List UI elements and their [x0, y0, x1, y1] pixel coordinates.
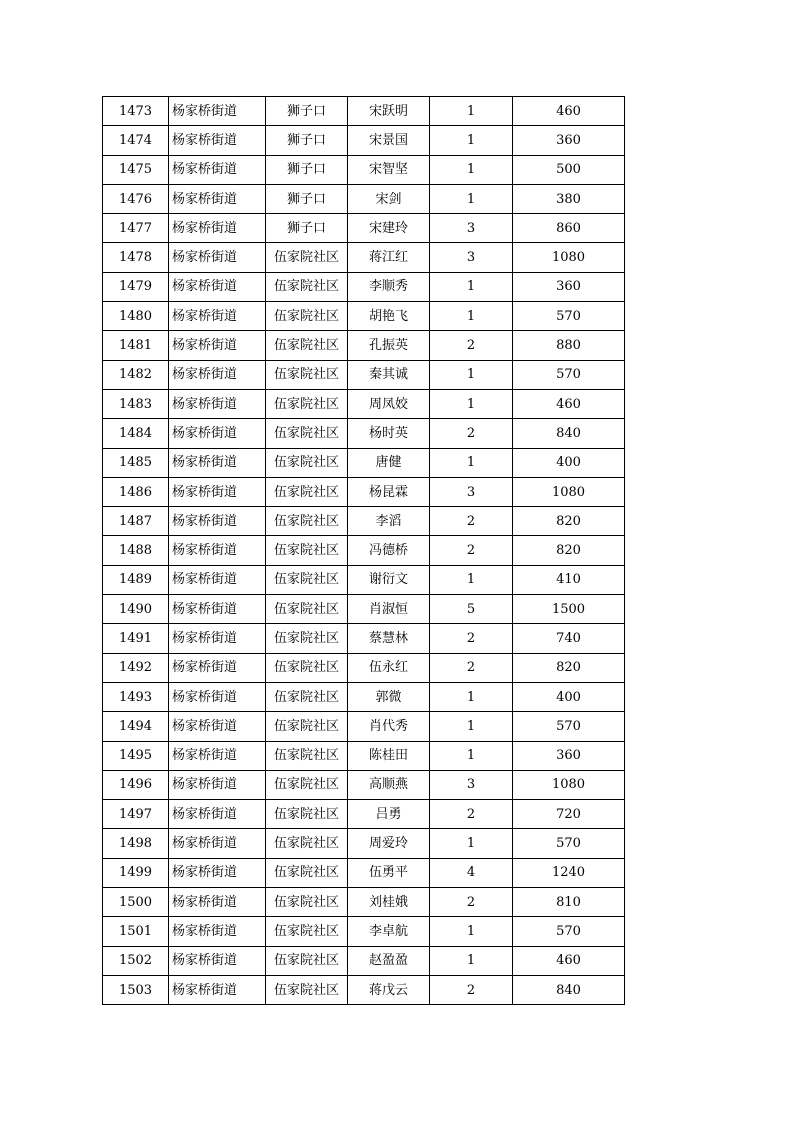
street-cell: 杨家桥街道: [169, 565, 266, 594]
community-cell: 伍家院社区: [266, 770, 348, 799]
amount-cell: 400: [513, 448, 625, 477]
amount-cell: 360: [513, 126, 625, 155]
table-row: [103, 97, 625, 126]
name-cell: 秦其诚: [348, 360, 430, 389]
amount-cell: 570: [513, 829, 625, 858]
table-row: [103, 536, 625, 565]
community-cell: 伍家院社区: [266, 800, 348, 829]
table-row: [103, 682, 625, 711]
row-number-cell: 1500: [103, 888, 169, 917]
amount-cell: 1080: [513, 770, 625, 799]
street-cell: 杨家桥街道: [169, 682, 266, 711]
household-count-cell: 1: [430, 448, 513, 477]
amount-cell: 500: [513, 155, 625, 184]
household-count-cell: 1: [430, 829, 513, 858]
name-cell: 周爱玲: [348, 829, 430, 858]
row-number-cell: 1493: [103, 682, 169, 711]
household-count-cell: 1: [430, 712, 513, 741]
table-row: [103, 888, 625, 917]
street-cell: 杨家桥街道: [169, 126, 266, 155]
table-row: [103, 741, 625, 770]
row-number-cell: 1499: [103, 858, 169, 887]
amount-cell: 570: [513, 712, 625, 741]
name-cell: 刘桂娥: [348, 888, 430, 917]
household-count-cell: 1: [430, 741, 513, 770]
household-count-cell: 1: [430, 682, 513, 711]
amount-cell: 570: [513, 302, 625, 331]
household-count-cell: 1: [430, 302, 513, 331]
table-row: [103, 184, 625, 213]
household-count-cell: 1: [430, 389, 513, 418]
street-cell: 杨家桥街道: [169, 624, 266, 653]
amount-cell: 860: [513, 214, 625, 243]
table-row: [103, 507, 625, 536]
community-cell: 伍家院社区: [266, 946, 348, 975]
name-cell: 孔振英: [348, 331, 430, 360]
name-cell: 蒋戊云: [348, 975, 430, 1004]
table-row: [103, 419, 625, 448]
row-number-cell: 1490: [103, 595, 169, 624]
amount-cell: 1500: [513, 595, 625, 624]
household-count-cell: 1: [430, 360, 513, 389]
name-cell: 李顺秀: [348, 272, 430, 301]
row-number-cell: 1486: [103, 477, 169, 506]
table-row: [103, 770, 625, 799]
name-cell: 唐健: [348, 448, 430, 477]
row-number-cell: 1489: [103, 565, 169, 594]
street-cell: 杨家桥街道: [169, 97, 266, 126]
name-cell: 郭微: [348, 682, 430, 711]
row-number-cell: 1502: [103, 946, 169, 975]
street-cell: 杨家桥街道: [169, 653, 266, 682]
table-row: [103, 302, 625, 331]
amount-cell: 360: [513, 272, 625, 301]
household-count-cell: 4: [430, 858, 513, 887]
community-cell: 伍家院社区: [266, 653, 348, 682]
street-cell: 杨家桥街道: [169, 917, 266, 946]
table-row: [103, 272, 625, 301]
household-count-cell: 1: [430, 97, 513, 126]
row-number-cell: 1479: [103, 272, 169, 301]
community-cell: 伍家院社区: [266, 360, 348, 389]
name-cell: 吕勇: [348, 800, 430, 829]
row-number-cell: 1503: [103, 975, 169, 1004]
street-cell: 杨家桥街道: [169, 243, 266, 272]
street-cell: 杨家桥街道: [169, 184, 266, 213]
household-count-cell: 3: [430, 243, 513, 272]
amount-cell: 1080: [513, 477, 625, 506]
name-cell: 胡艳飞: [348, 302, 430, 331]
row-number-cell: 1478: [103, 243, 169, 272]
amount-cell: 460: [513, 389, 625, 418]
amount-cell: 720: [513, 800, 625, 829]
community-cell: 伍家院社区: [266, 565, 348, 594]
street-cell: 杨家桥街道: [169, 214, 266, 243]
name-cell: 宋景国: [348, 126, 430, 155]
row-number-cell: 1488: [103, 536, 169, 565]
table-row: [103, 624, 625, 653]
community-cell: 伍家院社区: [266, 917, 348, 946]
row-number-cell: 1487: [103, 507, 169, 536]
name-cell: 谢衍文: [348, 565, 430, 594]
row-number-cell: 1492: [103, 653, 169, 682]
amount-cell: 820: [513, 653, 625, 682]
amount-cell: 570: [513, 917, 625, 946]
row-number-cell: 1477: [103, 214, 169, 243]
table-row: [103, 975, 625, 1004]
street-cell: 杨家桥街道: [169, 858, 266, 887]
household-count-cell: 2: [430, 624, 513, 653]
community-cell: 伍家院社区: [266, 712, 348, 741]
table-body: [103, 97, 625, 1005]
street-cell: 杨家桥街道: [169, 712, 266, 741]
community-cell: 伍家院社区: [266, 477, 348, 506]
community-cell: 伍家院社区: [266, 975, 348, 1004]
amount-cell: 740: [513, 624, 625, 653]
row-number-cell: 1498: [103, 829, 169, 858]
street-cell: 杨家桥街道: [169, 946, 266, 975]
amount-cell: 360: [513, 741, 625, 770]
street-cell: 杨家桥街道: [169, 800, 266, 829]
household-count-cell: 1: [430, 272, 513, 301]
community-cell: 伍家院社区: [266, 448, 348, 477]
amount-cell: 1240: [513, 858, 625, 887]
table-row: [103, 653, 625, 682]
row-number-cell: 1495: [103, 741, 169, 770]
row-number-cell: 1496: [103, 770, 169, 799]
row-number-cell: 1480: [103, 302, 169, 331]
amount-cell: 840: [513, 975, 625, 1004]
community-cell: 伍家院社区: [266, 302, 348, 331]
household-count-cell: 2: [430, 507, 513, 536]
street-cell: 杨家桥街道: [169, 360, 266, 389]
household-count-cell: 3: [430, 214, 513, 243]
community-cell: 伍家院社区: [266, 829, 348, 858]
amount-cell: 410: [513, 565, 625, 594]
row-number-cell: 1501: [103, 917, 169, 946]
row-number-cell: 1476: [103, 184, 169, 213]
amount-cell: 460: [513, 946, 625, 975]
table-row: [103, 360, 625, 389]
table-row: [103, 389, 625, 418]
community-cell: 伍家院社区: [266, 419, 348, 448]
household-count-cell: 2: [430, 888, 513, 917]
household-count-cell: 1: [430, 155, 513, 184]
street-cell: 杨家桥街道: [169, 829, 266, 858]
household-count-cell: 1: [430, 126, 513, 155]
household-count-cell: 3: [430, 477, 513, 506]
amount-cell: 840: [513, 419, 625, 448]
amount-cell: 1080: [513, 243, 625, 272]
name-cell: 蔡慧林: [348, 624, 430, 653]
community-cell: 狮子口: [266, 126, 348, 155]
row-number-cell: 1482: [103, 360, 169, 389]
community-cell: 伍家院社区: [266, 682, 348, 711]
name-cell: 陈桂田: [348, 741, 430, 770]
table-row: [103, 858, 625, 887]
household-count-cell: 5: [430, 595, 513, 624]
amount-cell: 820: [513, 507, 625, 536]
table-row: [103, 243, 625, 272]
community-cell: 狮子口: [266, 97, 348, 126]
amount-cell: 820: [513, 536, 625, 565]
amount-cell: 380: [513, 184, 625, 213]
amount-cell: 880: [513, 331, 625, 360]
table-row: [103, 331, 625, 360]
household-count-cell: 2: [430, 653, 513, 682]
row-number-cell: 1474: [103, 126, 169, 155]
row-number-cell: 1484: [103, 419, 169, 448]
name-cell: 高顺燕: [348, 770, 430, 799]
row-number-cell: 1481: [103, 331, 169, 360]
name-cell: 李滔: [348, 507, 430, 536]
name-cell: 周凤姣: [348, 389, 430, 418]
name-cell: 李卓航: [348, 917, 430, 946]
row-number-cell: 1485: [103, 448, 169, 477]
household-count-cell: 1: [430, 565, 513, 594]
row-number-cell: 1494: [103, 712, 169, 741]
community-cell: 伍家院社区: [266, 536, 348, 565]
name-cell: 蒋江红: [348, 243, 430, 272]
household-count-cell: 2: [430, 800, 513, 829]
street-cell: 杨家桥街道: [169, 331, 266, 360]
community-cell: 伍家院社区: [266, 331, 348, 360]
table-row: [103, 565, 625, 594]
household-count-cell: 2: [430, 536, 513, 565]
street-cell: 杨家桥街道: [169, 272, 266, 301]
community-cell: 伍家院社区: [266, 888, 348, 917]
name-cell: 肖代秀: [348, 712, 430, 741]
table-row: [103, 477, 625, 506]
table-row: [103, 800, 625, 829]
row-number-cell: 1497: [103, 800, 169, 829]
street-cell: 杨家桥街道: [169, 477, 266, 506]
name-cell: 杨时英: [348, 419, 430, 448]
row-number-cell: 1483: [103, 389, 169, 418]
table-row: [103, 829, 625, 858]
name-cell: 肖淑恒: [348, 595, 430, 624]
amount-cell: 570: [513, 360, 625, 389]
street-cell: 杨家桥街道: [169, 741, 266, 770]
street-cell: 杨家桥街道: [169, 975, 266, 1004]
street-cell: 杨家桥街道: [169, 595, 266, 624]
community-cell: 伍家院社区: [266, 272, 348, 301]
table-row: [103, 214, 625, 243]
name-cell: 宋跃明: [348, 97, 430, 126]
name-cell: 冯德桥: [348, 536, 430, 565]
amount-cell: 460: [513, 97, 625, 126]
community-cell: 伍家院社区: [266, 624, 348, 653]
row-number-cell: 1473: [103, 97, 169, 126]
table-row: [103, 126, 625, 155]
table-row: [103, 448, 625, 477]
street-cell: 杨家桥街道: [169, 155, 266, 184]
household-count-cell: 1: [430, 917, 513, 946]
community-cell: 伍家院社区: [266, 243, 348, 272]
community-cell: 狮子口: [266, 155, 348, 184]
name-cell: 宋建玲: [348, 214, 430, 243]
community-cell: 狮子口: [266, 184, 348, 213]
name-cell: 赵盈盈: [348, 946, 430, 975]
household-count-cell: 2: [430, 975, 513, 1004]
street-cell: 杨家桥街道: [169, 448, 266, 477]
street-cell: 杨家桥街道: [169, 419, 266, 448]
street-cell: 杨家桥街道: [169, 302, 266, 331]
street-cell: 杨家桥街道: [169, 389, 266, 418]
name-cell: 杨昆霖: [348, 477, 430, 506]
street-cell: 杨家桥街道: [169, 507, 266, 536]
roster-table: [102, 96, 625, 1005]
row-number-cell: 1475: [103, 155, 169, 184]
table-row: [103, 155, 625, 184]
community-cell: 伍家院社区: [266, 595, 348, 624]
community-cell: 伍家院社区: [266, 741, 348, 770]
amount-cell: 810: [513, 888, 625, 917]
name-cell: 伍勇平: [348, 858, 430, 887]
name-cell: 宋智坚: [348, 155, 430, 184]
table-row: [103, 595, 625, 624]
street-cell: 杨家桥街道: [169, 770, 266, 799]
table-row: [103, 917, 625, 946]
street-cell: 杨家桥街道: [169, 536, 266, 565]
name-cell: 宋剑: [348, 184, 430, 213]
community-cell: 狮子口: [266, 214, 348, 243]
household-count-cell: 1: [430, 946, 513, 975]
community-cell: 伍家院社区: [266, 389, 348, 418]
community-cell: 伍家院社区: [266, 507, 348, 536]
household-count-cell: 2: [430, 419, 513, 448]
name-cell: 伍永红: [348, 653, 430, 682]
table-row: [103, 946, 625, 975]
household-count-cell: 3: [430, 770, 513, 799]
table-row: [103, 712, 625, 741]
household-count-cell: 2: [430, 331, 513, 360]
community-cell: 伍家院社区: [266, 858, 348, 887]
street-cell: 杨家桥街道: [169, 888, 266, 917]
amount-cell: 400: [513, 682, 625, 711]
row-number-cell: 1491: [103, 624, 169, 653]
household-count-cell: 1: [430, 184, 513, 213]
